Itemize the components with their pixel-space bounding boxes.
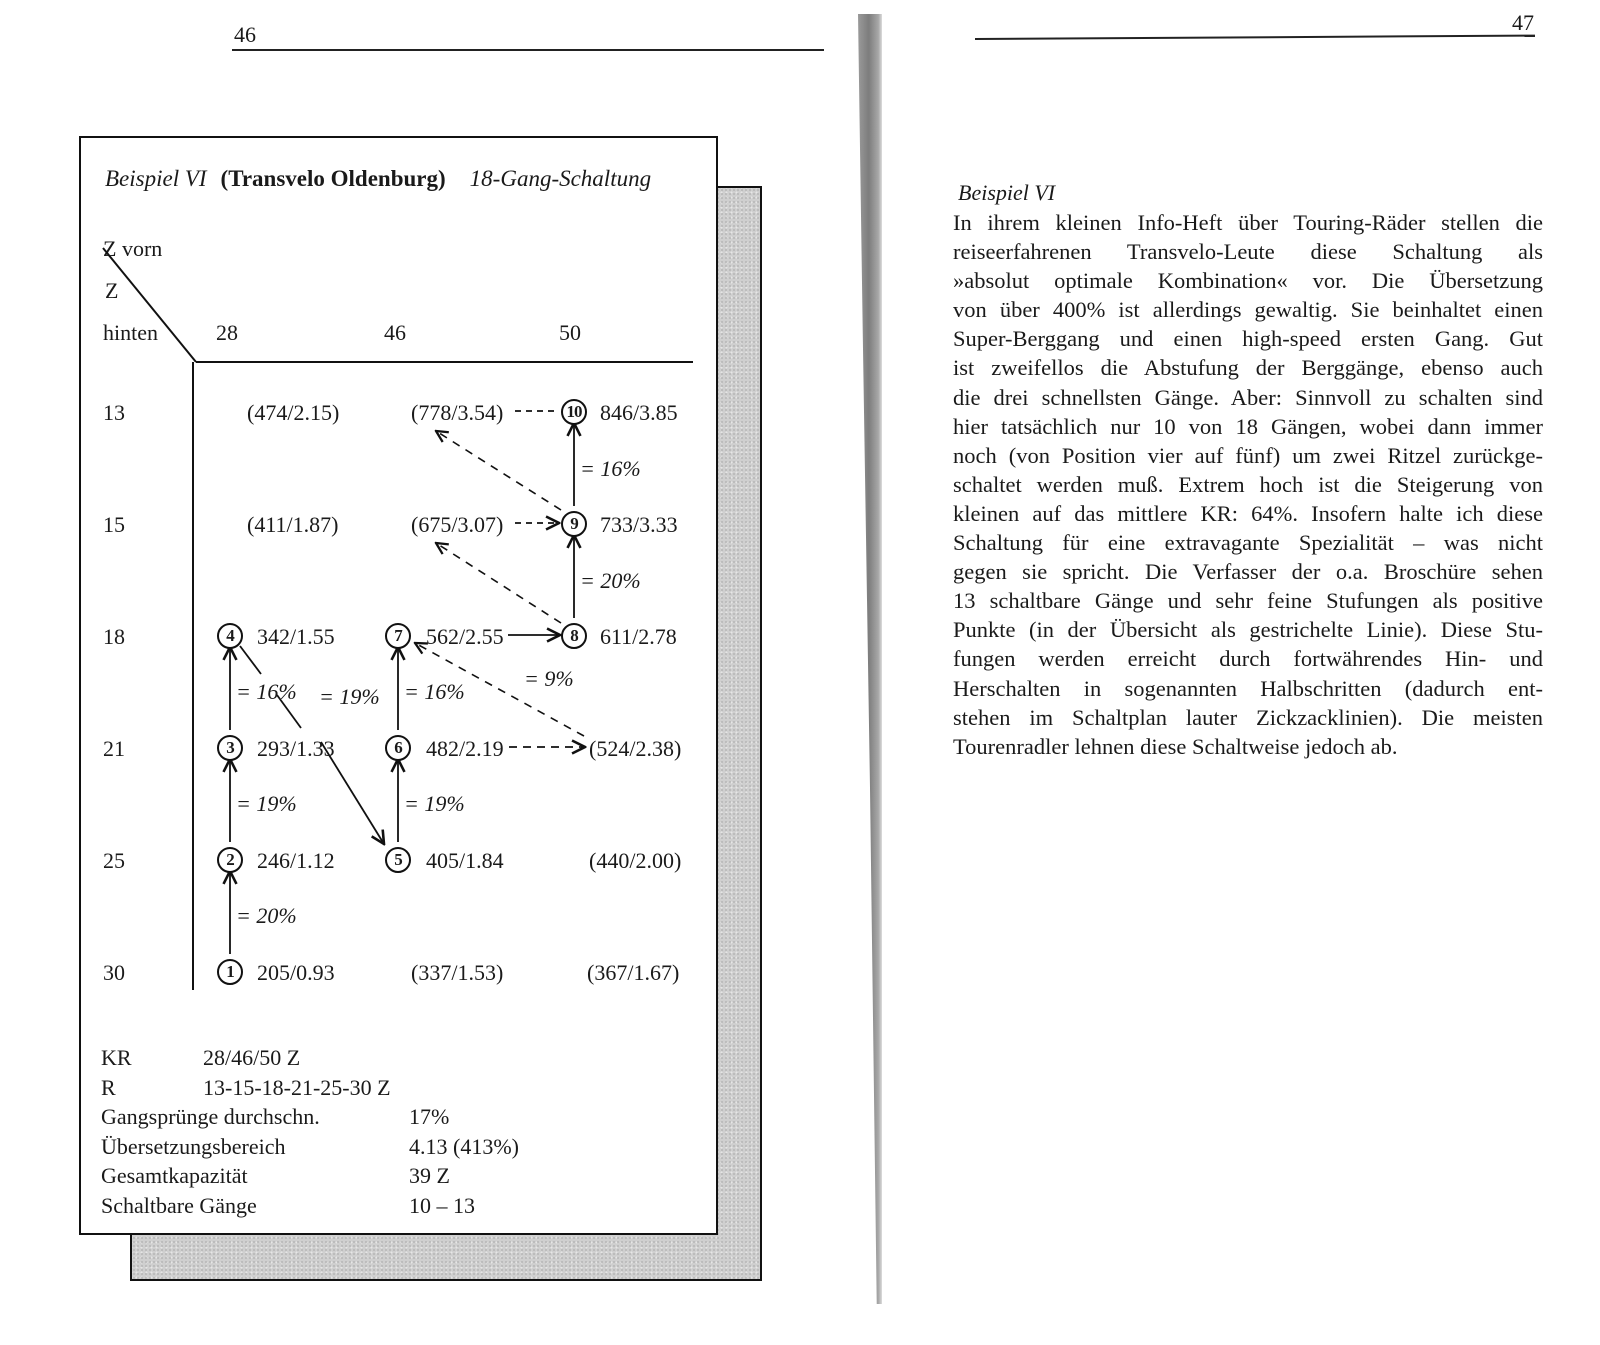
summary-value: 10 – 13 [409,1192,475,1218]
step-percent: = 19% [404,791,465,816]
gear-number-badge: 5 [385,847,411,873]
ratio-cell: 482/2.19 [426,736,504,761]
header-rule-right [975,35,1535,40]
text-line: »absolut optimale Kombination« vor. Die Übersetzung [953,268,1543,294]
page-number-left: 46 [234,22,256,47]
step-percent: = 20% [236,903,297,928]
figure-example-label: Beispiel VI [105,166,207,191]
text-line: stehen im Schaltplan lauter Zickzacklinien). Die meisten [953,704,1543,730]
text-line: die drei schnellsten Gänge. Aber: Sinnvoll zu schalten sind [953,384,1543,410]
ratio-cell: (411/1.87) [247,512,339,537]
halfstep-arrow-9-to-778 [436,431,561,510]
text-line: reiseerfahrenen Transvelo-Leute diese Schaltung als [953,239,1543,265]
sprocket-header: 18 [103,624,125,649]
axis-label-rear: hinten [103,320,158,345]
ratio-cell: (524/2.38) [589,736,682,761]
text-line: Super-Berggang und einen high-speed ersten Gang. Gut [953,326,1543,352]
ratio-cell: 733/3.33 [600,512,678,537]
ratio-cell: (474/2.15) [247,400,340,425]
book-spine-gutter [858,14,882,1304]
axis-label-z: Z [105,278,119,303]
gear-number-badge: 9 [561,511,587,537]
gear-number-badge: 7 [385,623,411,649]
text-line: noch (von Position vier auf fünf) um zwei Ritzel zurückge- [953,442,1543,468]
gear-number-badge: 6 [385,735,411,761]
sprocket-header: 30 [103,960,125,985]
header-rule-left [232,49,824,51]
ratio-cell: 342/1.55 [257,624,335,649]
summary-key: Schaltbare Gänge [101,1192,257,1218]
step-percent: = 9% [524,666,574,691]
text-line: Tourenradler lehnen diese Schaltweise jedoch ab. [953,733,1398,759]
summary-value: 39 Z [409,1163,450,1188]
gear-number-badge: 10 [561,399,587,425]
body-text [953,208,1543,761]
text-line: hier tatsächlich nur 10 von 18 Gängen, wobei dann immer [953,413,1543,439]
text-line: gegen sie spricht. Die Verfasser der o.a. Broschüre sehen [953,559,1543,585]
sprocket-header: 13 [103,400,125,425]
gear-number-badge: 2 [217,847,243,873]
ratio-cell: 293/1.33 [257,736,335,761]
ratio-cell: (778/3.54) [411,400,504,425]
text-line: kleinen auf das mittlere KR: 64%. Insofern halte ich diese [953,500,1543,526]
text-line: fungen werden erreicht durch fortwährendes Hin- und [953,646,1543,672]
summary-value: 28/46/50 Z [203,1045,301,1070]
summary-key: KR [101,1045,132,1070]
text-line: 13 schaltbare Gänge und sehr feine Stufungen als positive [953,588,1543,614]
step-percent: = 20% [580,568,641,593]
sprocket-header: 15 [103,512,125,537]
shift-line-4-5-a [240,646,261,674]
summary-value: 13-15-18-21-25-30 Z [203,1074,391,1100]
step-percent: = 16% [580,456,641,481]
ratio-cell: 846/3.85 [600,400,678,425]
summary-key: Gesamtkapazität [101,1163,248,1188]
summary-key: R [101,1074,116,1100]
ratio-cell: 405/1.84 [426,848,504,873]
figure-manufacturer: (Transvelo Oldenburg) [220,166,446,191]
summary-key: Gangsprünge durchschn. [101,1104,320,1129]
ratio-cell: (675/3.07) [411,512,504,537]
page-number-right: 47 [1512,10,1534,35]
gear-number-badge: 8 [561,623,587,649]
axis-diagonal [103,248,196,362]
gear-number-badge: 1 [217,959,243,985]
figure-gear-type: 18-Gang-Schaltung [469,166,652,191]
chainring-header: 50 [559,320,581,345]
ratio-cell: 246/1.12 [257,848,335,873]
ratio-cell: (440/2.00) [589,848,682,873]
text-line: In ihrem kleinen Info-Heft über Touring-Räder stellen die [953,210,1543,235]
summary-key: Übersetzungsbereich [101,1133,286,1159]
sprocket-header: 25 [103,848,125,873]
text-line: von über 400% ist allerdings gewaltig. Sie beinhaltet einen [953,297,1543,323]
summary-value: 17% [409,1104,450,1129]
text-line: schaltet werden muß. Extrem hoch ist die Steigerung von [953,471,1543,497]
sprocket-header: 21 [103,736,125,761]
text-line: Punkte (in der Übersicht als gestrichelte Linie). Diese Stu- [953,617,1543,643]
gear-number-badge: 3 [217,735,243,761]
text-line: Schaltung für eine extravagante Spezialität – was nicht [953,530,1543,556]
chainring-header: 28 [216,320,238,345]
ratio-cell: (337/1.53) [411,960,504,985]
text-line: ist zweifellos die Abstufung der Berggänge, ebenso auch [953,355,1543,381]
chainring-header: 46 [384,320,406,345]
ratio-cell: 562/2.55 [426,624,504,649]
ratio-cell: 611/2.78 [600,624,677,649]
step-percent: = 19% [236,791,297,816]
text-line: Herschalten in sogenannten Halbschritten (dadurch ent- [953,675,1543,701]
gear-number-badge: 4 [217,623,243,649]
step-percent: = 16% [236,679,297,704]
summary-value: 4.13 (413%) [409,1133,519,1159]
step-percent: = 16% [404,679,465,704]
axis-label-front: Z vorn [103,236,163,261]
ratio-cell: 205/0.93 [257,960,335,985]
gear-diagram-lines [81,138,720,1237]
ratio-cell: (367/1.67) [587,960,680,985]
section-heading: Beispiel VI [958,180,1056,205]
halfstep-arrow-8-to-675 [436,543,561,623]
step-percent: = 19% [319,684,380,709]
gear-chart-card [79,136,718,1235]
